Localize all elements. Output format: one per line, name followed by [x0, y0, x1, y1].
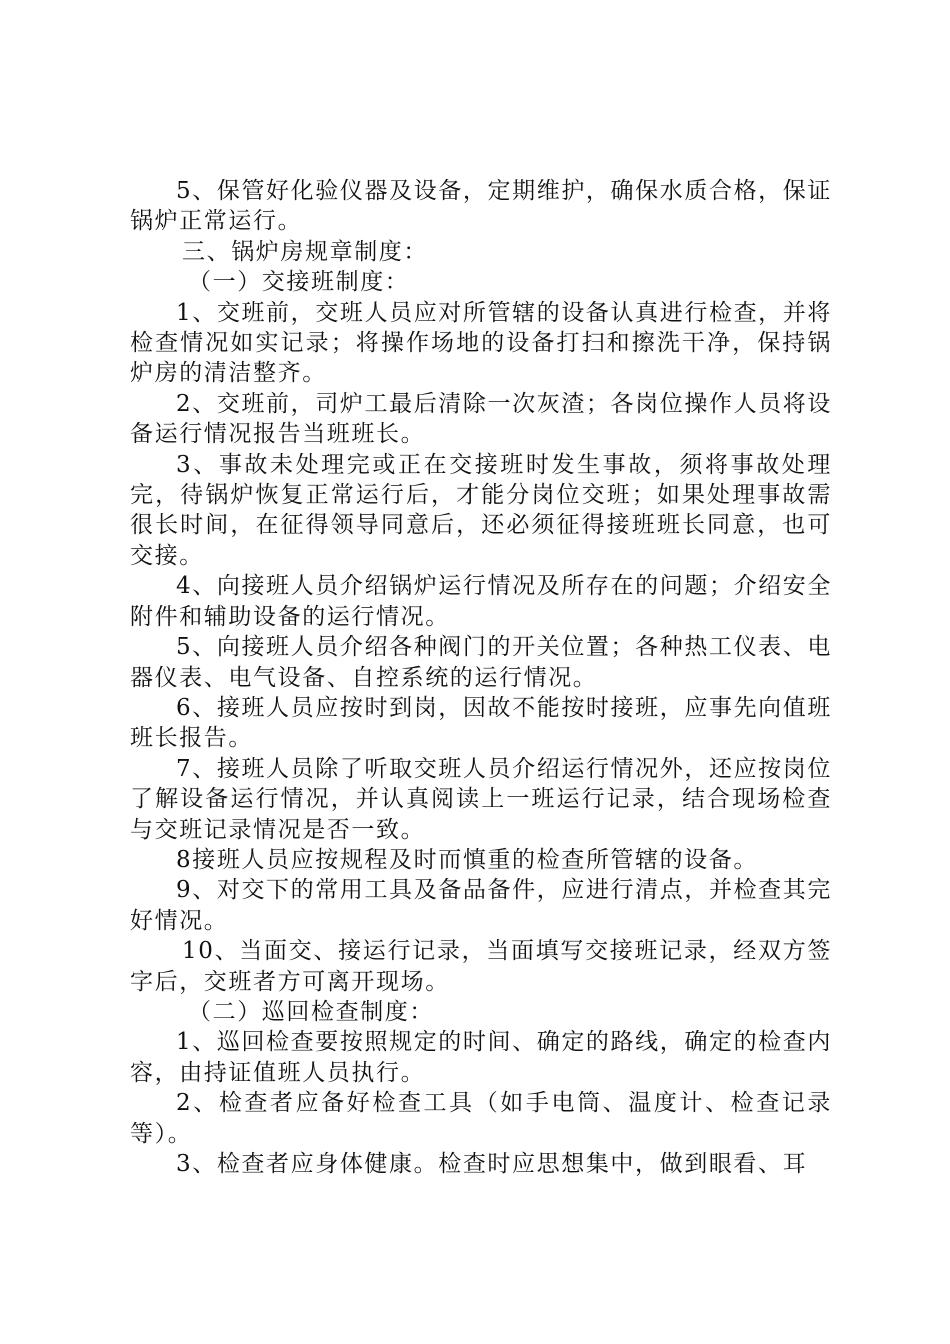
paragraph-handover-7: 7、接班人员除了听取交班人员介绍运行情况外，还应按岗位了解设备运行情况，并认真阅读上一班运行记录，结合现场检查与交班记录情况是否一致。: [130, 755, 832, 843]
paragraph-handover-3: 3、事故未处理完或正在交接班时发生事故，须将事故处理完，待锅炉恢复正常运行后，才能分岗位交班；如果处理事故需很长时间，在征得领导同意后，还必须征得接班班长同意，也可交接。: [130, 451, 832, 569]
paragraph-patrol-2: 2、检查者应备好检查工具（如手电筒、温度计、检查记录等）。: [130, 1090, 832, 1147]
paragraph-handover-9: 9、对交下的常用工具及备品备件，应进行清点，并检查其完好情况。: [130, 877, 832, 934]
paragraph-handover-6: 6、接班人员应按时到岗，因故不能按时接班，应事先向值班班长报告。: [130, 694, 832, 752]
paragraph-handover-1: 1、交班前，交班人员应对所管辖的设备认真进行检查，并将检查情况如实记录；将操作场地的设备打扫和擦洗干净，保持锅炉房的清洁整齐。: [130, 299, 832, 387]
paragraph-patrol-3: 3、检查者应身体健康。检查时应思想集中，做到眼看、耳: [176, 1151, 808, 1177]
paragraph-item-5-instruments: 5、保管好化验仪器及设备，定期维护，确保水质合格，保证锅炉正常运行。: [130, 178, 832, 235]
paragraph-handover-2: 2、交班前，司炉工最后清除一次灰渣；各岗位操作人员将设备运行情况报告当班班长。: [130, 390, 832, 448]
paragraph-handover-4: 4、向接班人员介绍锅炉运行情况及所存在的问题；介绍安全附件和辅助设备的运行情况。: [130, 573, 832, 630]
paragraph-handover-8: 8接班人员应按规程及时而慎重的检查所管辖的设备。: [176, 846, 759, 873]
section-heading-boiler-rules: 三、锅炉房规章制度：: [182, 238, 428, 265]
paragraph-patrol-1: 1、巡回检查要按照规定的时间、确定的路线，确定的检查内容，由持证值班人员执行。: [130, 1029, 832, 1086]
paragraph-handover-5: 5、向接班人员介绍各种阀门的开关位置；各种热工仪表、电器仪表、电气设备、自控系统的运行情况。: [130, 634, 832, 691]
document-body: [130, 176, 832, 1179]
subsection-heading-shift-handover: （一）交接班制度：: [188, 269, 410, 296]
subsection-heading-patrol-inspection: （二）巡回检查制度：: [188, 998, 434, 1025]
paragraph-handover-10: 10、当面交、接运行记录，当面填写交接班记录，经双方签字后，交班者方可离开现场。: [130, 938, 832, 995]
